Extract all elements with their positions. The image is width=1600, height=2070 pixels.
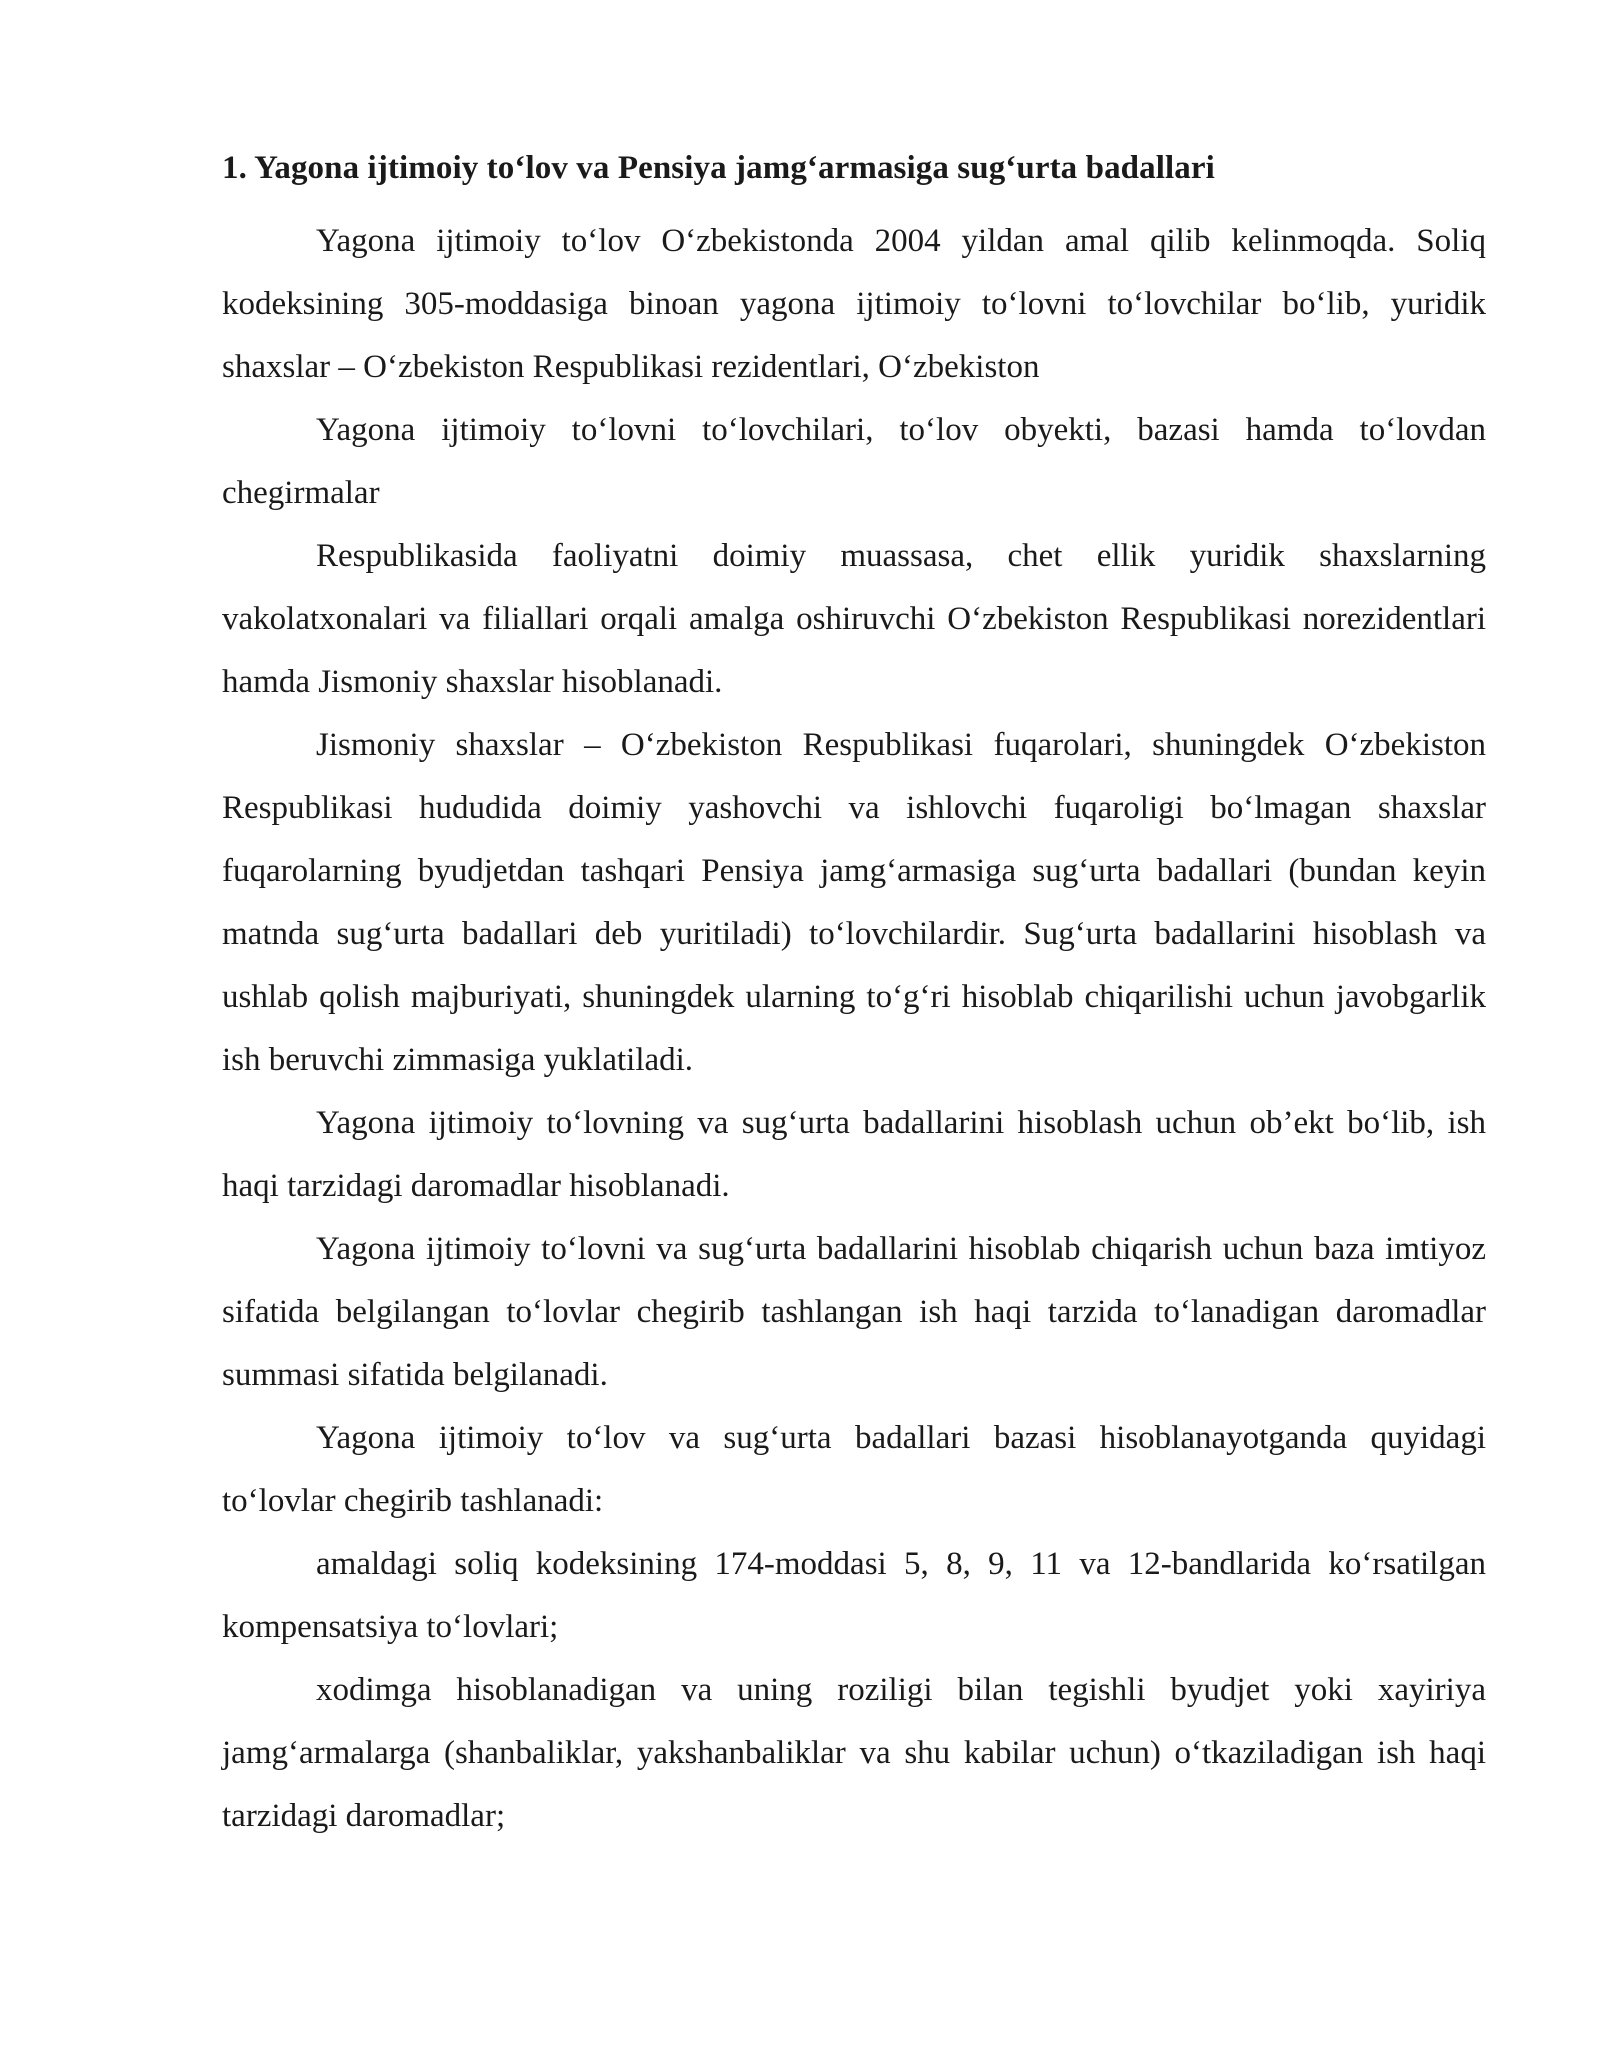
paragraph-2: Yagona ijtimoiy to‘lovni to‘lovchilari, to‘lov obyekti, bazasi hamda to‘lovdan chegirmalar (222, 412, 1486, 511)
paragraph-1: Yagona ijtimoiy to‘lov O‘zbekistonda 2004 yildan amal qilib kelinmoqda. Soliq kodeksining 305-moddasiga binoan yagona ijtimoiy to‘lovni to‘lovchilar bo‘lib, yuridik shaxslar – O‘zbekiston Respublikasi rezidentlari, O‘zbekiston (222, 223, 1486, 385)
paragraph-8: amaldagi soliq kodeksining 174-moddasi 5, 8, 9, 11 va 12-bandlarida ko‘rsatilgan kompensatsiya to‘lovlari; (222, 1546, 1486, 1645)
section-heading: 1. Yagona ijtimoiy to‘lov va Pensiya jamg‘armasiga sug‘urta badallari (222, 150, 1215, 186)
document-page (222, 147, 1486, 1848)
paragraph-7: Yagona ijtimoiy to‘lov va sug‘urta badallari bazasi hisoblanayotganda quyidagi to‘lovlar chegirib tashlanadi: (222, 1420, 1486, 1519)
paragraph-3: Respublikasida faoliyatni doimiy muassasa, chet ellik yuridik shaxslarning vakolatxonalari va filiallari orqali amalga oshiruvchi O‘zbekiston Respublikasi norezidentlari hamda Jismoniy shaxslar hisoblanadi. (222, 538, 1486, 700)
paragraph-4: Jismoniy shaxslar – O‘zbekiston Respublikasi fuqarolari, shuningdek O‘zbekiston Respublikasi hududida doimiy yashovchi va ishlovchi fuqaroligi bo‘lmagan shaxslar fuqarolarning byudjetdan tashqari Pensiya jamg‘armasiga sug‘urta badallari (bundan keyin matnda sug‘urta badallari deb yuritiladi) to‘lovchilardir. Sug‘urta badallarini hisoblash va ushlab qolish majburiyati, shuningdek ularning to‘g‘ri hisoblab chiqarilishi uchun javobgarlik ish beruvchi zimmasiga yuklatiladi. (222, 727, 1486, 1078)
paragraph-6: Yagona ijtimoiy to‘lovni va sug‘urta badallarini hisoblab chiqarish uchun baza imtiyoz sifatida belgilangan to‘lovlar chegirib tashlangan ish haqi tarzida to‘lanadigan daromadlar summasi sifatida belgilanadi. (222, 1231, 1486, 1393)
paragraph-9: xodimga hisoblanadigan va uning roziligi bilan tegishli byudjet yoki xayiriya jamg‘armalarga (shanbaliklar, yakshanbaliklar va shu kabilar uchun) o‘tkaziladigan ish haqi tarzidagi daromadlar; (222, 1672, 1486, 1834)
paragraph-5: Yagona ijtimoiy to‘lovning va sug‘urta badallarini hisoblash uchun ob’ekt bo‘lib, ish haqi tarzidagi daromadlar hisoblanadi. (222, 1105, 1486, 1204)
